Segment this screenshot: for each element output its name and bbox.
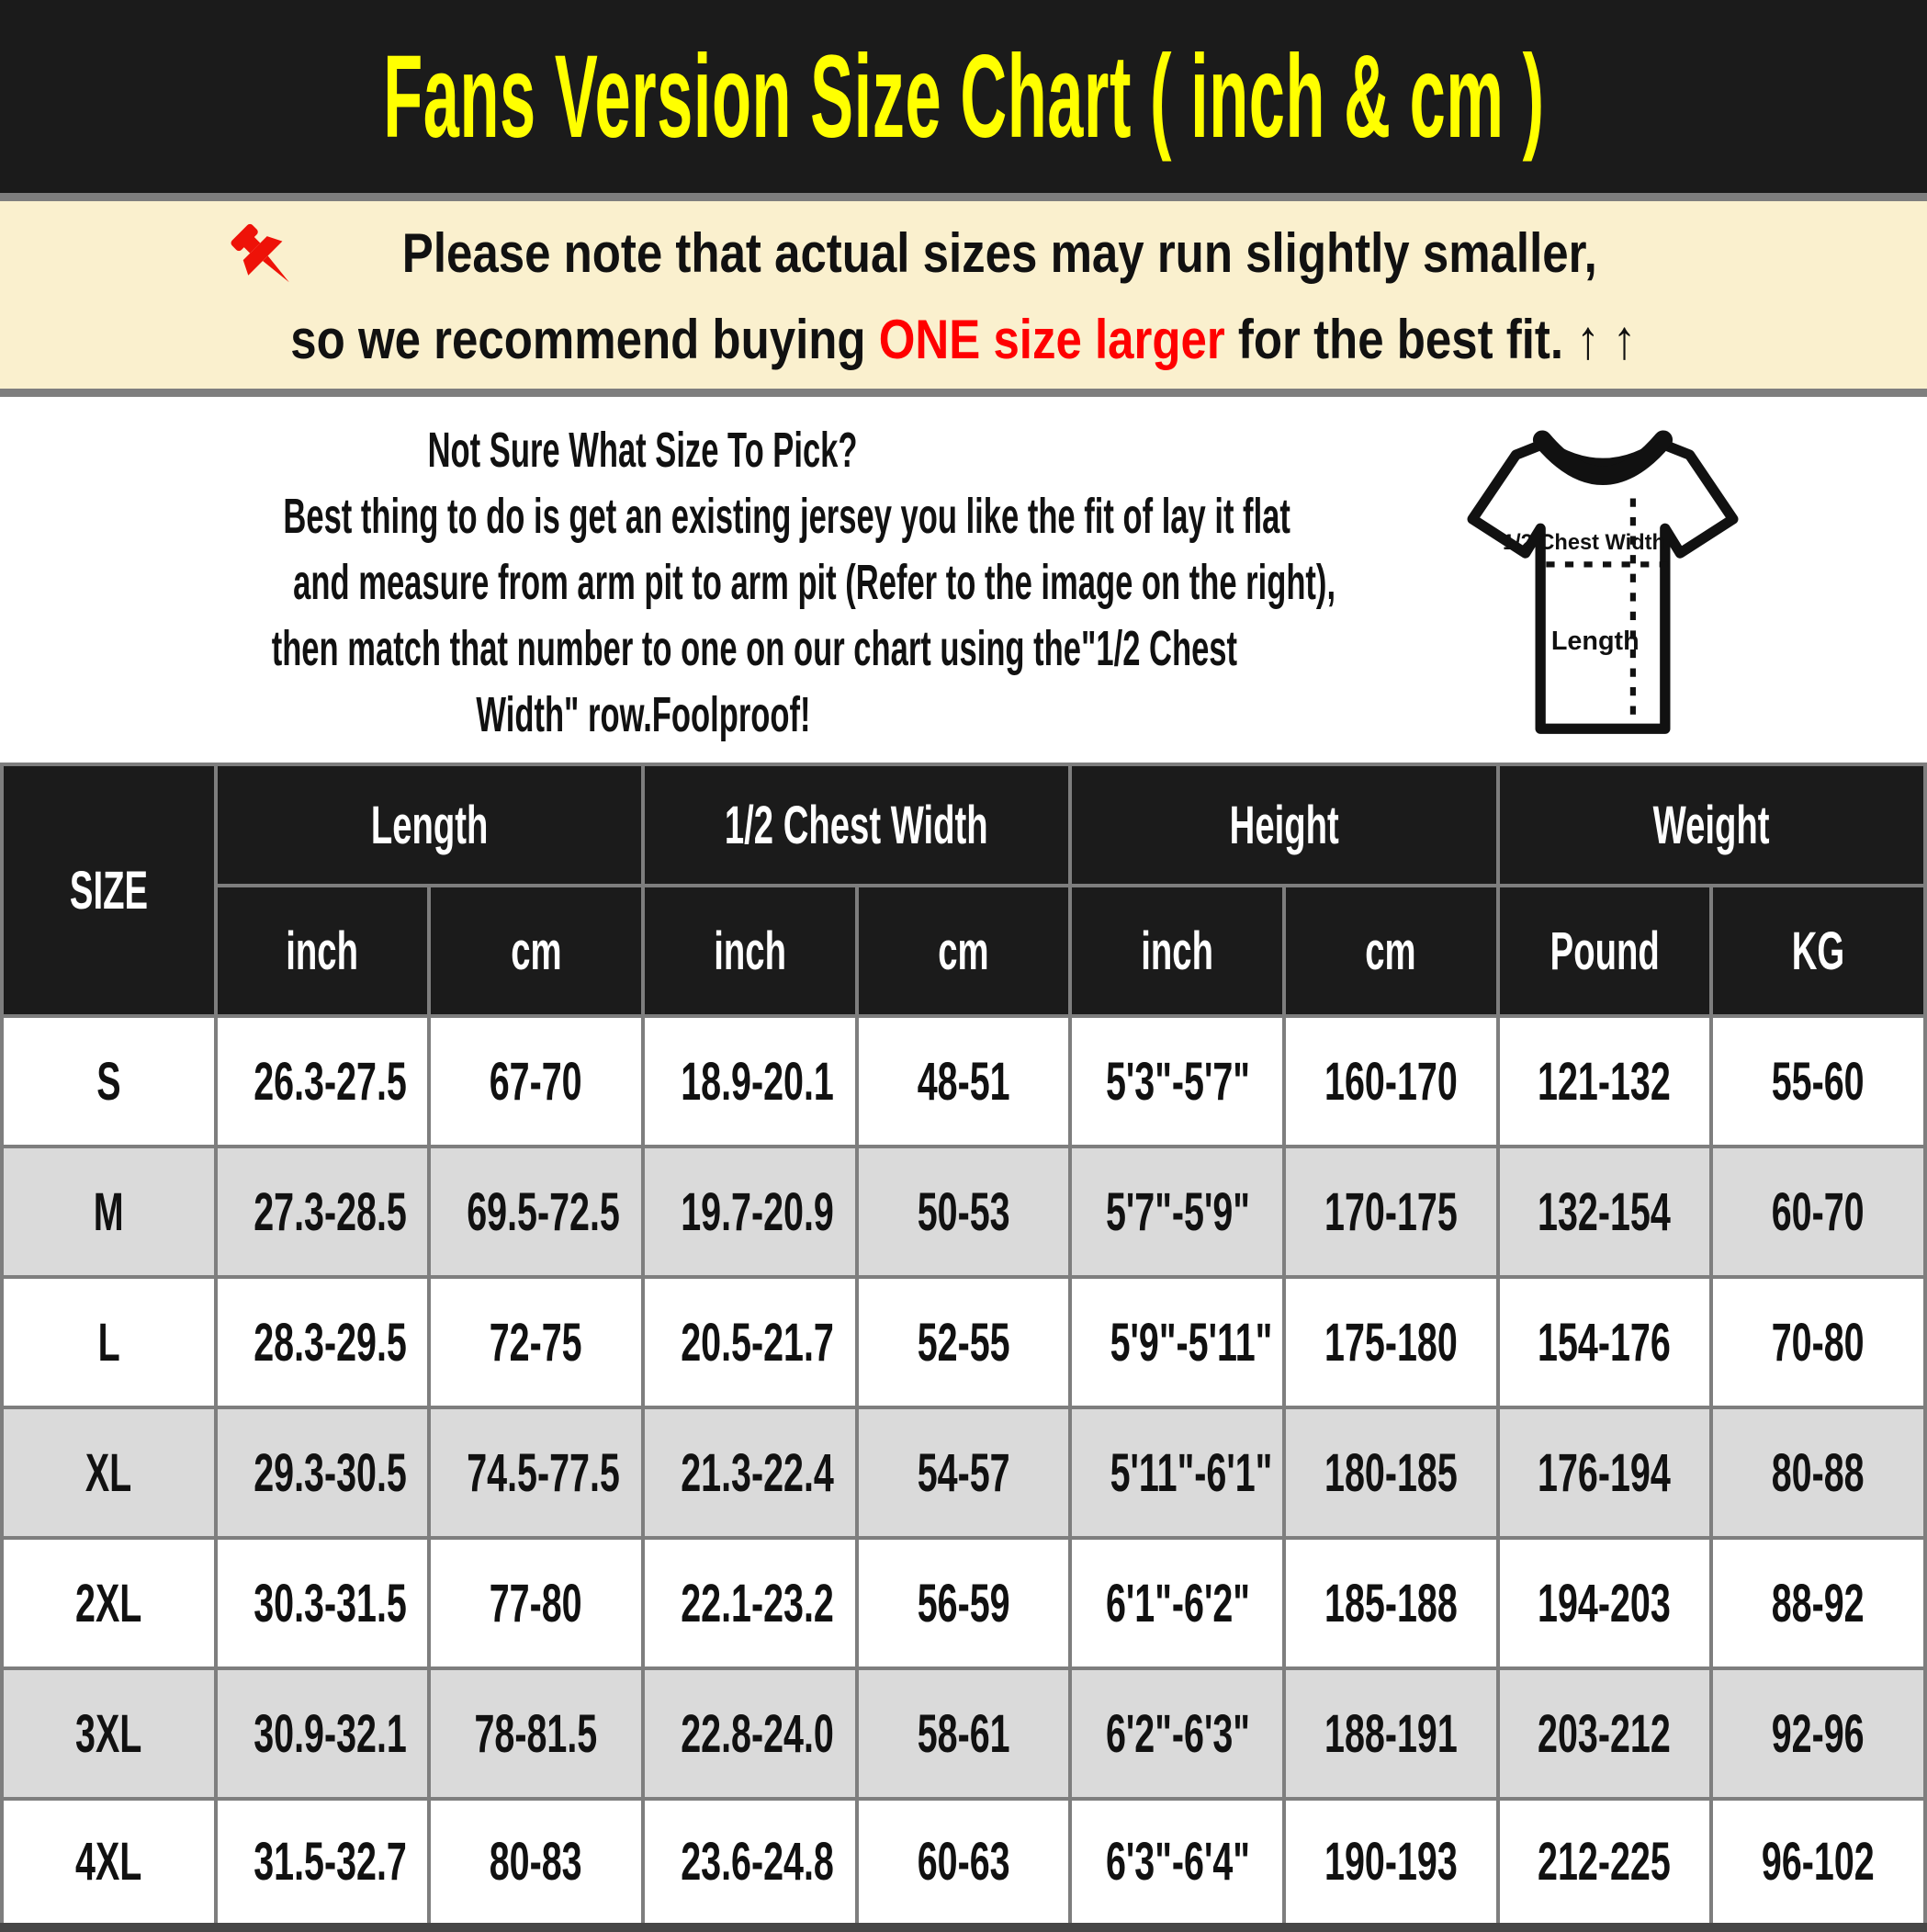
size-cell: 4XL [2,1799,216,1929]
table-row-s [2,1016,1925,1147]
sizing-guide-section [0,397,1927,763]
guide-line-1-text: Best thing to do is get an existing jersey you like the fit of lay it flat [283,489,1290,544]
value-cell: 19.7-20.9 [643,1147,857,1277]
guide-line [0,483,1290,549]
value-cell: 175-180 [1284,1277,1498,1407]
value-cell: 21.3-22.4 [643,1407,857,1538]
guide-line-3-text: then match that number to one on our chart using the"1/2 Chest [271,621,1238,676]
value-cell: 54-57 [857,1407,1071,1538]
value-cell: 26.3-27.5 [216,1016,430,1147]
group-header-chest-width: 1/2 Chest Width [643,764,1070,886]
value-cell: 176-194 [1498,1407,1712,1538]
unit-header-weight-kg: KG [1711,886,1925,1016]
value-cell: 20.5-21.7 [643,1277,857,1407]
value-cell: 6'2"-6'3" [1070,1668,1284,1799]
note-banner [0,201,1927,397]
value-cell: 190-193 [1284,1799,1498,1929]
size-cell: XL [2,1407,216,1538]
value-cell: 5'3"-5'7" [1070,1016,1284,1147]
note-line-1-text: Please note that actual sizes may run slightly smaller, [401,222,1597,284]
value-cell: 31.5-32.7 [216,1799,430,1929]
value-cell: 22.8-24.0 [643,1668,857,1799]
guide-line [0,616,1286,682]
value-cell: 60-70 [1711,1147,1925,1277]
note-line-2 [172,305,1755,375]
guide-line [0,549,1336,616]
value-cell: 185-188 [1284,1538,1498,1668]
value-cell: 212-225 [1498,1799,1712,1929]
guide-heading: Not Sure What Size To Pick? [428,423,858,478]
guide-line-4-text: Width" row.Foolproof! [475,687,811,742]
value-cell: 5'9"-5'11" [1070,1277,1284,1407]
group-header-row [2,764,1925,886]
chest-width-label: 1/2 Chest Width [1502,530,1665,555]
value-cell: 77-80 [429,1538,643,1668]
value-cell: 60-63 [857,1799,1071,1929]
value-cell: 6'1"-6'2" [1070,1538,1284,1668]
tshirt-measure-diagram [1428,415,1777,755]
value-cell: 72-75 [429,1277,643,1407]
note-line-2-suffix: for the best fit. [1224,309,1577,370]
value-cell: 92-96 [1711,1668,1925,1799]
size-cell: 3XL [2,1668,216,1799]
guide-line-2-text: and measure from arm pit to arm pit (Refer to the image on the right), [293,555,1336,610]
value-cell: 80-88 [1711,1407,1925,1538]
value-cell: 67-70 [429,1016,643,1147]
unit-header-height-cm: cm [1284,886,1498,1016]
value-cell: 74.5-77.5 [429,1407,643,1538]
unit-header-height-inch: inch [1070,886,1284,1016]
size-column-header-cell [2,764,216,1016]
value-cell: 132-154 [1498,1147,1712,1277]
unit-header-row [2,886,1925,1016]
length-label: Length [1550,626,1640,656]
value-cell: 30.9-32.1 [216,1668,430,1799]
value-cell: 28.3-29.5 [216,1277,430,1407]
tshirt-outline [1472,444,1733,729]
value-cell: 23.6-24.8 [643,1799,857,1929]
value-cell: 55-60 [1711,1016,1925,1147]
table-row-l [2,1277,1925,1407]
table-row-2xl [2,1538,1925,1668]
size-cell: M [2,1147,216,1277]
guide-line [0,682,1286,748]
size-table-body [2,1016,1925,1929]
note-line-2-accent: ONE size larger [878,309,1225,370]
value-cell: 70-80 [1711,1277,1925,1407]
table-row-m [2,1147,1925,1277]
value-cell: 78-81.5 [429,1668,643,1799]
value-cell: 22.1-23.2 [643,1538,857,1668]
table-row-4xl [2,1799,1925,1929]
value-cell: 52-55 [857,1277,1071,1407]
size-table [0,763,1927,1932]
value-cell: 29.3-30.5 [216,1407,430,1538]
group-header-length: Length [216,764,643,886]
value-cell: 80-83 [429,1799,643,1929]
value-cell: 203-212 [1498,1668,1712,1799]
note-line-2-prefix: so we recommend buying [290,309,879,370]
size-cell: L [2,1277,216,1407]
title-bar [0,0,1927,201]
guide-heading-line [0,417,1286,483]
group-header-weight: Weight [1498,764,1925,886]
table-row-xl [2,1407,1925,1538]
group-header-height: Height [1070,764,1497,886]
value-cell: 160-170 [1284,1016,1498,1147]
value-cell: 30.3-31.5 [216,1538,430,1668]
value-cell: 96-102 [1711,1799,1925,1929]
value-cell: 6'3"-6'4" [1070,1799,1284,1929]
value-cell: 188-191 [1284,1668,1498,1799]
unit-header-chest-inch: inch [643,886,857,1016]
value-cell: 69.5-72.5 [429,1147,643,1277]
value-cell: 154-176 [1498,1277,1712,1407]
value-cell: 18.9-20.1 [643,1016,857,1147]
unit-header-length-inch: inch [216,886,430,1016]
value-cell: 58-61 [857,1668,1071,1799]
value-cell: 48-51 [857,1016,1071,1147]
up-arrows: ↑ ↑ [1576,309,1637,370]
value-cell: 180-185 [1284,1407,1498,1538]
value-cell: 121-132 [1498,1016,1712,1147]
size-cell: 2XL [2,1538,216,1668]
sizing-guide-text [0,417,1336,748]
page-title: Fans Version Size Chart ( inch & cm ) [382,30,1545,163]
unit-header-chest-cm: cm [857,886,1071,1016]
value-cell: 194-203 [1498,1538,1712,1668]
unit-header-weight-pound: Pound [1498,886,1712,1016]
table-row-3xl [2,1668,1925,1799]
value-cell: 27.3-28.5 [216,1147,430,1277]
size-column-header: SIZE [69,860,148,921]
value-cell: 5'7"-5'9" [1070,1147,1284,1277]
note-line-1 [225,215,1703,292]
value-cell: 5'11"-6'1" [1070,1407,1284,1538]
unit-header-length-cm: cm [429,886,643,1016]
value-cell: 50-53 [857,1147,1071,1277]
value-cell: 88-92 [1711,1538,1925,1668]
value-cell: 170-175 [1284,1147,1498,1277]
pushpin-icon [225,220,302,298]
value-cell: 56-59 [857,1538,1071,1668]
size-cell: S [2,1016,216,1147]
